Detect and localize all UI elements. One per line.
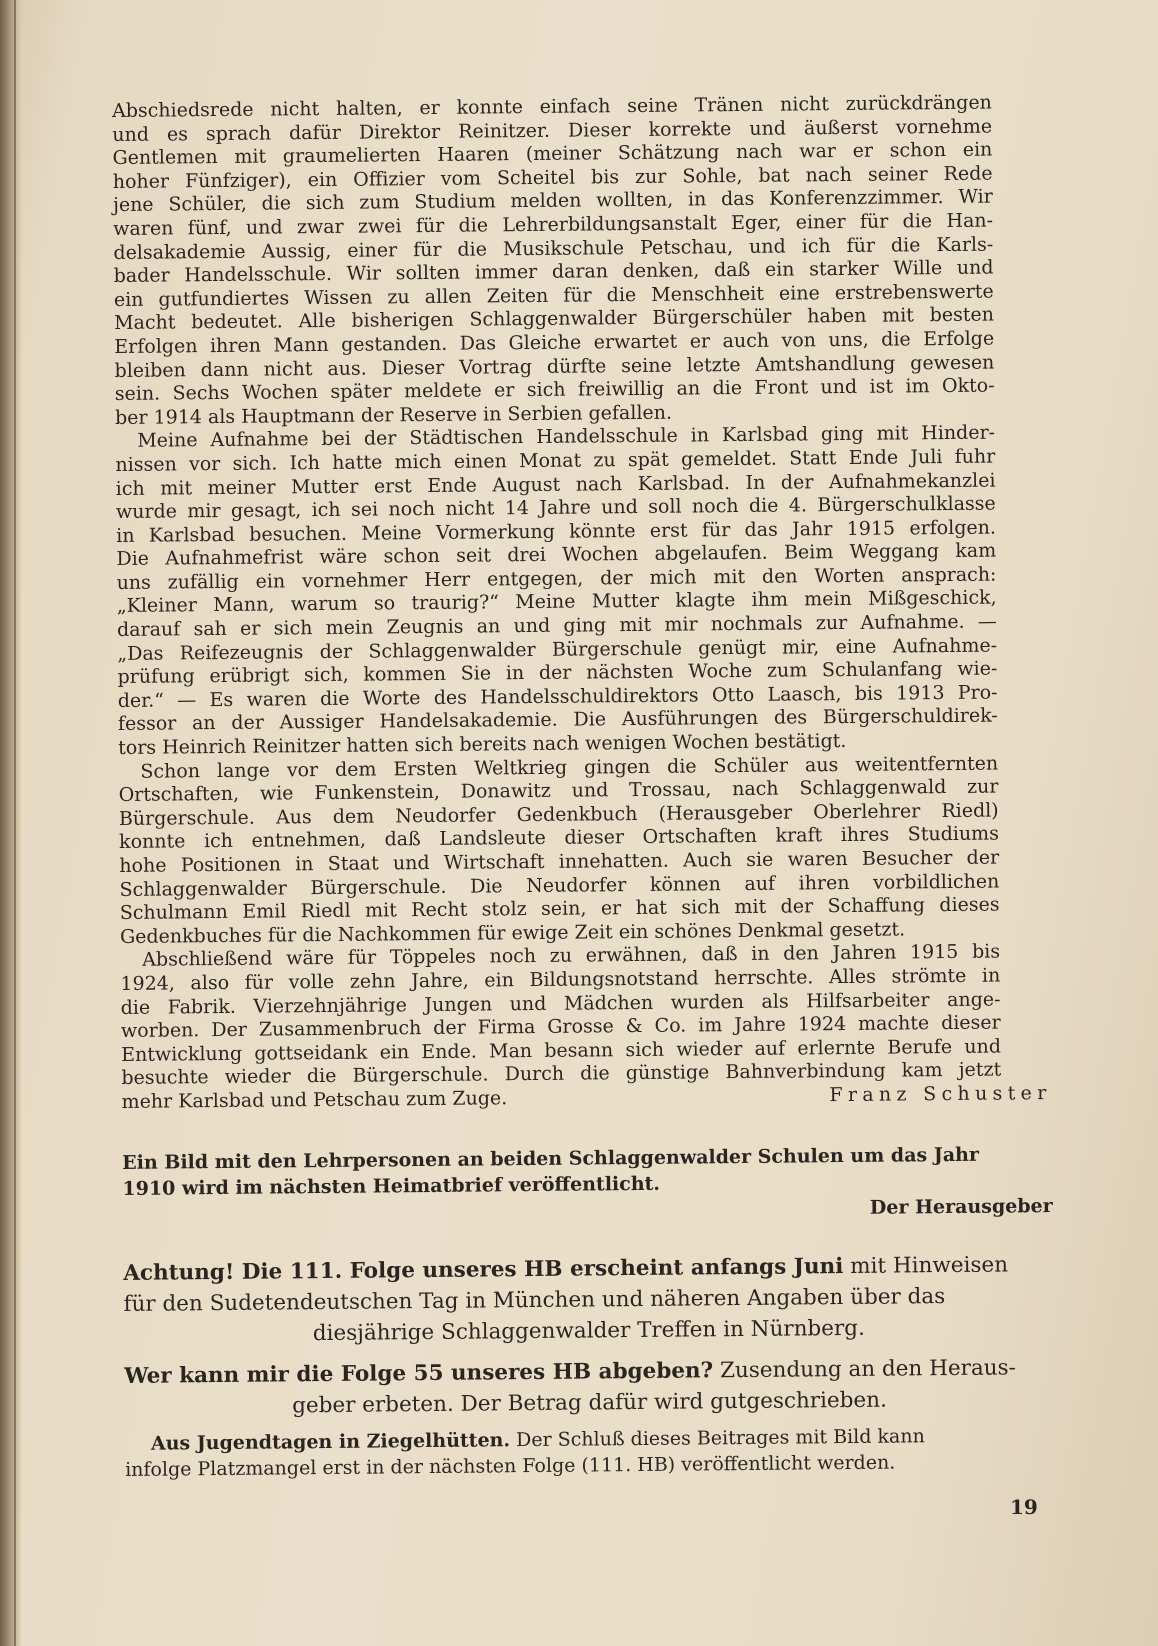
notice4-line2: infolge Platzmangel erst in der nächsten Folge (111. HB) veröffentlicht werden. — [125, 1451, 896, 1481]
article-line: Die Aufnahmefrist wäre schon seit drei Wochen abgelaufen. Beim Weggang kam — [116, 539, 997, 571]
article-line: hoher Fünfziger), ein Offizier vom Scheitel bis zur Sohle, bat nach seiner Rede — [112, 162, 993, 193]
article-line: worben. Der Zusammenbruch der Firma Grosse & Co. im Jahre 1924 machte dieser — [120, 1011, 1001, 1043]
article-line: Entwicklung gottseidank ein Ende. Man besann sich wieder auf erlernte Berufe und — [121, 1035, 1002, 1066]
article-line: Abschließend wäre für Töppeles noch zu erwähnen, daß in den Jahren 1915 bis — [142, 940, 1001, 972]
notice2-line2: für den Sudetendeutschen Tag in München und näheren Angaben über das — [123, 1283, 946, 1317]
article-line: konnte ich entnehmen, daß Landsleute dieser Ortschaften kraft ihres Studiums — [119, 822, 1000, 854]
article-line: Ortschaften, wie Funkenstein, Donawitz und Trossau, nach Schlaggenwald zur — [118, 775, 999, 807]
article-line: darauf sah er sich mein Zeugnis an und ging mit mir nochmals zur Aufnahme. — — [116, 610, 997, 642]
article-body — [112, 91, 1055, 1483]
article-line: delsakademie Aussig, einer für die Musikschule Petschau, und ich für die Karls- — [113, 233, 994, 264]
closing-line-text: mehr Karlsbad und Petschau zum Zuge. — [121, 1087, 508, 1113]
article-line: hohe Positionen in Staat und Wirtschaft innehatten. Auch sie waren Besucher der — [119, 846, 1000, 877]
article-line: besuchte wieder die Bürgerschule. Durch die günstige Bahnverbindung kam jetzt — [121, 1058, 1002, 1090]
article-text — [112, 91, 1051, 1091]
article-line: ich mit meiner Mutter erst Ende August nach Karlsbad. In der Aufnahmekanzlei — [115, 469, 996, 500]
article-line: Abschiedsrede nicht halten, er konnte einfach seine Tränen nicht zurückdrängen — [112, 91, 992, 122]
article-line: wurde mir gesagt, ich sei noch nicht 14 Jahre und soll noch die 4. Bürgerschulklasse — [115, 492, 996, 524]
notice-next-issue — [123, 1250, 1054, 1352]
article-line: Gentlemen mit graumelierten Haaren (meiner Schätzung nach war er schon ein — [112, 138, 993, 170]
article-line: tors Heinrich Reinitzer hatten sich bereits nach wenigen Wochen bestätigt. — [118, 730, 847, 760]
article-line: Gedenkbuches für die Nachkommen für ewige Zeit ein schönes Denkmal gesetzt. — [119, 918, 906, 948]
article-line: sein. Sechs Wochen später meldete er sich freiwillig an die Front und ist im Okto- — [114, 374, 995, 406]
article-line: waren fünf, und zwar zwei für die Lehrerbildungsanstalt Eger, einer für die Han- — [113, 209, 994, 240]
article-line: Erfolgen ihren Mann gestanden. Das Gleiche erwartet er auch von uns, die Erfolge — [114, 327, 995, 358]
article-line: uns zufällig ein vornehmer Herr entgegen, der mich mit den Worten ansprach: — [116, 563, 997, 594]
article-line: Schulmann Emil Riedl mit Recht stolz sein, er hat sich mit der Schaffung dieses — [119, 893, 1000, 925]
article-line: und es sprach dafür Direktor Reinitzer. Dieser korrekte und äußerst vornehme — [112, 115, 993, 146]
notice4-rest: Der Schluß dieses Beitrages mit Bild kann — [509, 1424, 925, 1451]
notice-teacher-photo — [122, 1142, 1053, 1229]
article-line: prüfung erübrigt sich, kommen Sie in der nächsten Woche zum Schulanfang wie- — [117, 657, 998, 689]
author-signature: Franz Schuster — [829, 1081, 1052, 1107]
article-line: ein gutfundiertes Wissen zu allen Zeiten für die Menschheit eine erstrebenswerte — [113, 280, 994, 311]
notice2-line3: diesjährige Schlaggenwalder Treffen in Nürnberg. — [312, 1315, 865, 1346]
article-line: „Das Reifezeugnis der Schlaggenwalder Bürgerschule genügt mir, eine Aufnahme- — [117, 634, 998, 665]
notice2-bold: Achtung! Die 111. Folge unseres HB erscheint anfangs Juni — [123, 1253, 844, 1286]
article-line: nissen vor sich. Ich hatte mich einen Monat zu spät gemeldet. Statt Ende Juli fuhr — [115, 445, 996, 476]
notice1-line1: Ein Bild mit den Lehrpersonen an beiden Schlaggenwalder Schulen um das Jahr — [122, 1143, 980, 1174]
article-line: bleiben dann nicht aus. Dieser Vortrag dürfte seine letzte Amtshandlung gewesen — [114, 351, 995, 382]
notice3-line2: geber erbeten. Der Betrag dafür wird gutgeschrieben. — [292, 1387, 888, 1418]
page-number: 19 — [1010, 1495, 1038, 1519]
article-line: jene Schüler, die sich zum Studium melden wollten, in das Konferenzzimmer. Wir — [112, 185, 993, 217]
notice2-rest: mit Hinweisen — [843, 1251, 1009, 1279]
article-line: bader Handelsschule. Wir sollten immer daran denken, daß ein starker Wille und — [113, 256, 994, 288]
notice-request-issue — [124, 1353, 1055, 1424]
article-line: Schlaggenwalder Bürgerschule. Die Neudorfer können auf ihren vorbildlichen — [119, 870, 1000, 901]
notice4-bold: Aus Jugendtagen in Ziegelhütten. — [150, 1428, 511, 1455]
article-line: die Fabrik. Vierzehnjährige Jungen und Mädchen wurden als Hilfsarbeiter ange- — [120, 988, 1001, 1019]
notice-youth-article — [125, 1423, 1055, 1484]
notice3-bold: Wer kann mir die Folge 55 unseres HB abgeben? — [124, 1357, 714, 1389]
article-line: „Kleiner Mann, warum so traurig?“ Meine Mutter klagte ihm mein Mißgeschick, — [116, 587, 997, 618]
article-line: Schon lange vor dem Ersten Weltkrieg gingen die Schüler aus weitentfernten — [140, 752, 999, 783]
article-line: Bürgerschule. Aus dem Neudorfer Gedenkbuch (Herausgeber Oberlehrer Riedl) — [118, 799, 999, 830]
article-line: Macht bedeutet. Alle bisherigen Schlaggenwalder Bürgerschüler haben mit besten — [114, 303, 995, 335]
page-spine-shadow — [0, 0, 22, 1646]
article-line: in Karlsbad besuchen. Meine Vormerkung könnte erst für das Jahr 1915 erfolgen. — [116, 516, 997, 547]
article-line: Meine Aufnahme bei der Städtischen Handelsschule in Karlsbad ging mit Hinder- — [137, 421, 996, 453]
article-line: der.“ — Es waren die Worte des Handelsschuldirektors Otto Laasch, bis 1913 Pro- — [117, 681, 998, 712]
binding-edge — [14, 0, 16, 1646]
notice3-rest: Zusendung an den Heraus- — [713, 1354, 1016, 1383]
notice1-line2: 1910 wird im nächsten Heimatbrief veröffentlicht. — [122, 1172, 661, 1200]
publisher-signature: Der Herausgeber — [869, 1194, 1053, 1219]
article-line: 1924, also für volle zehn Jahre, ein Bildungsnotstand herrschte. Alles strömte in — [120, 964, 1001, 995]
article-line: fessor an der Aussiger Handelsakademie. Die Ausführungen des Bürgerschuldirek- — [117, 704, 998, 736]
article-line: ber 1914 als Hauptmann der Reserve in Serbien gefallen. — [114, 401, 673, 429]
